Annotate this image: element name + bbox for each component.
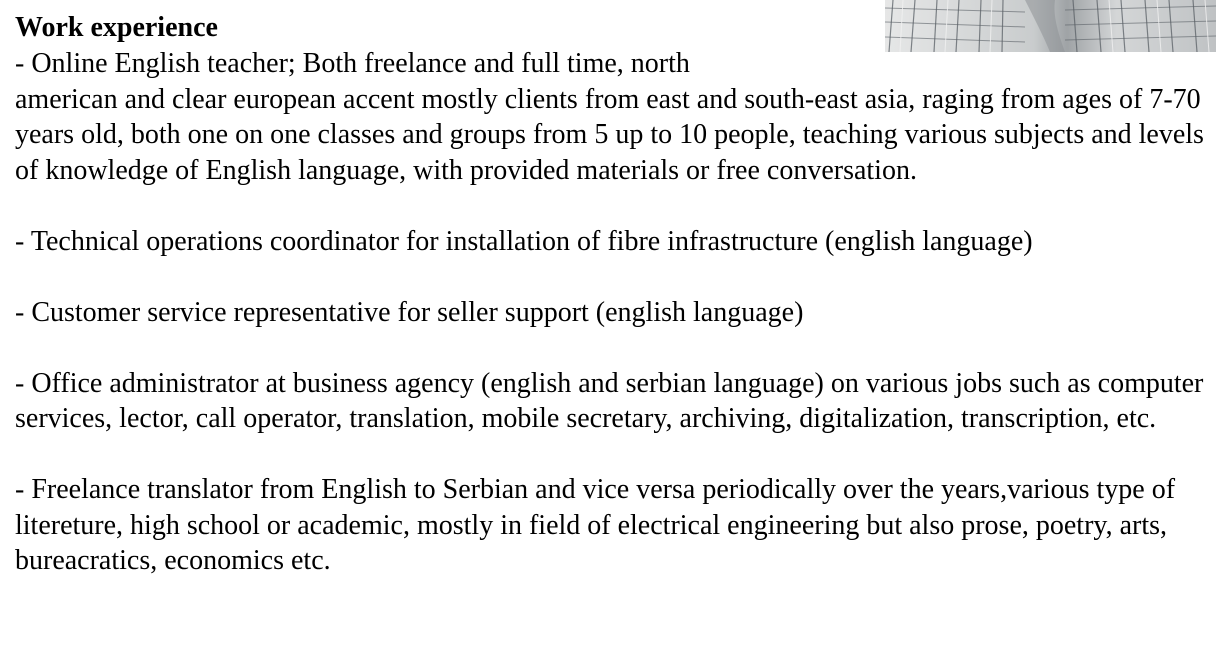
experience-entry-technical-operations: - Technical operations coordinator for installation of fibre infrastructure (english language): [15, 225, 1033, 257]
experience-entry-first-line: [15, 46, 1210, 188]
experience-entry-office-administrator: - Office administrator at business agency (english and serbian language) on various jobs such as computer services, lector, call operator, translation, mobile secretary, archiving, digitalization, transcription, etc.: [15, 367, 1204, 434]
section-heading: Work experience: [15, 12, 218, 43]
experience-entry-online-teacher-continued: american and clear european accent mostly clients from east and south-east asia, raging from ages of 7-70 years old, both one on one classes and groups from 5 up to 10 people, teaching various subjects and levels of knowledge of English language, with provided materials or free conversation.: [15, 83, 1204, 186]
experience-entry-online-teacher: - Online English teacher; Both freelance and full time, north: [15, 48, 690, 79]
work-experience-section: [15, 10, 1210, 579]
experience-entry-customer-service: - Customer service representative for seller support (english language): [15, 296, 804, 328]
experience-entry-freelance-translator: - Freelance translator from English to Serbian and vice versa periodically over the years,various type of litereture, high school or academic, mostly in field of electrical engineering but also prose, poetry, arts, bureacratics, economics etc.: [15, 474, 1176, 576]
